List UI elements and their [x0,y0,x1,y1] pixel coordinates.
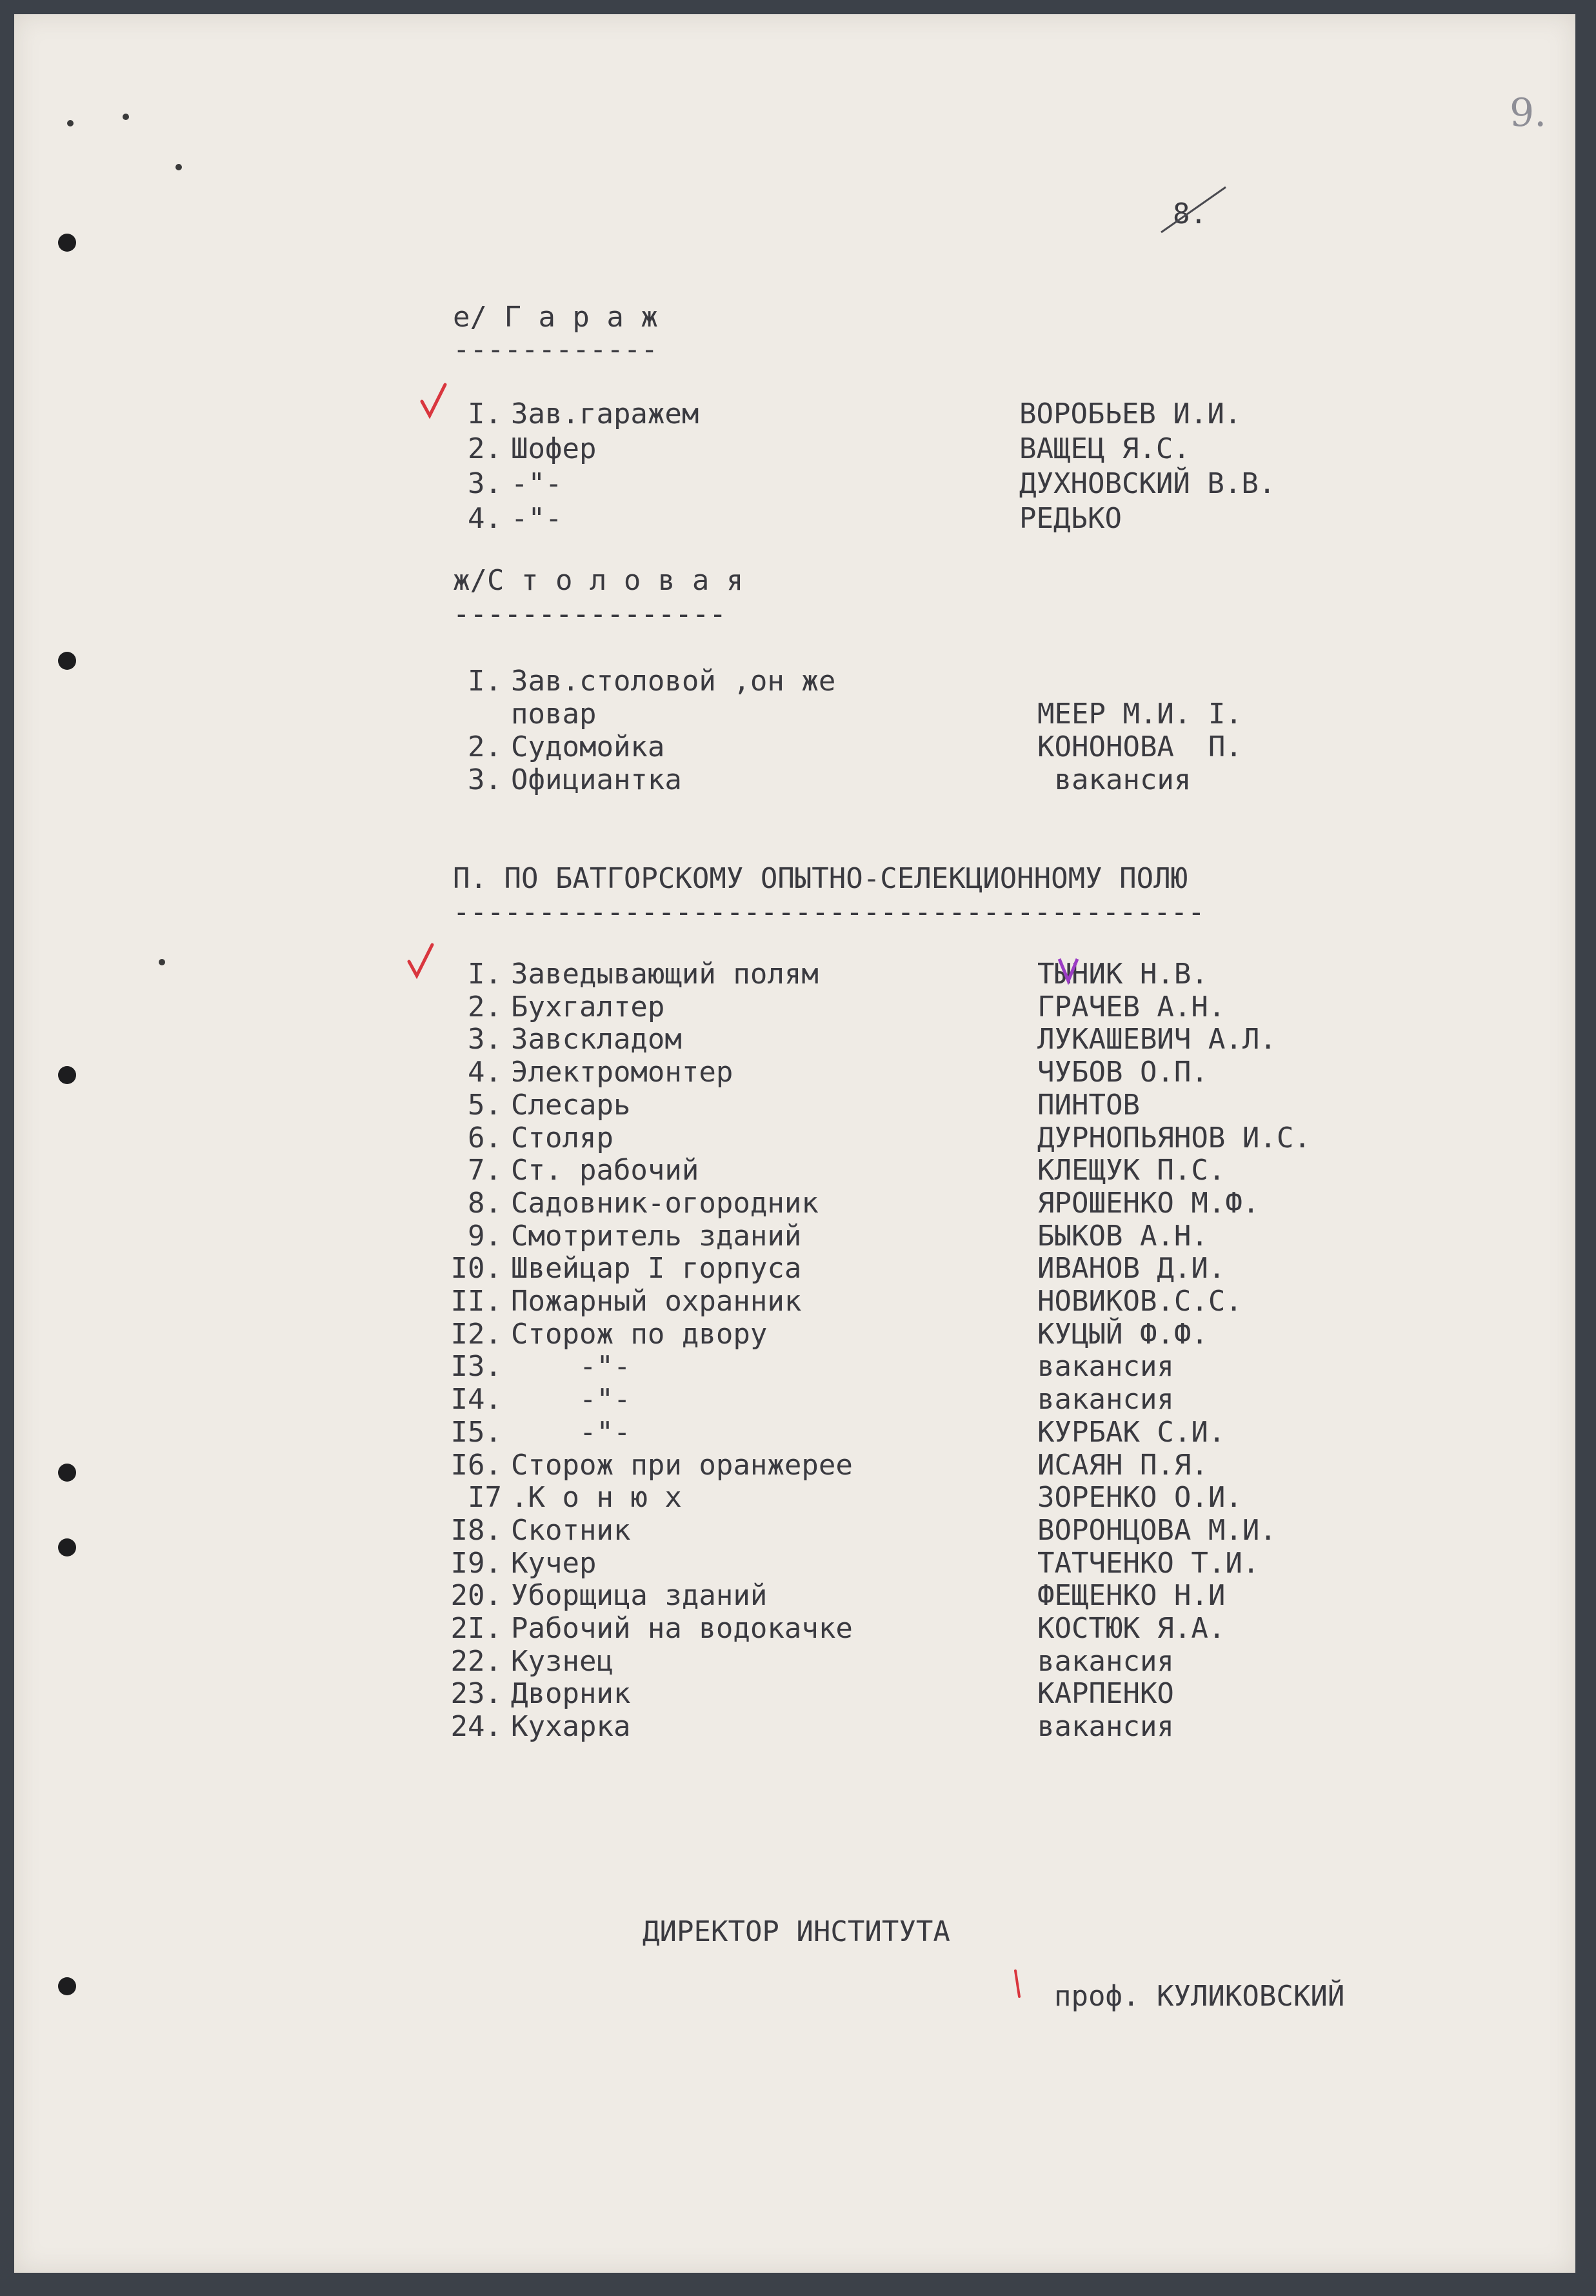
row-position: Слесарь [511,1088,631,1122]
row-name: ГРАЧЕВ А.Н. [1037,990,1226,1023]
row-position: Завскладом [511,1023,682,1056]
section-underline: ------------ [453,333,658,366]
row-position: Кучер [511,1546,597,1580]
pencil-page-number: 9. [1510,90,1547,136]
row-name: вакансия [1037,1710,1174,1744]
row-position: Швейцар I горпуса [511,1252,802,1285]
row-number: 8. [468,1186,502,1220]
row-position: Уборщица зданий [511,1579,768,1613]
row-name: ФЕЩЕНКО Н.И [1037,1579,1226,1613]
row-number: I4. [450,1383,502,1416]
red-check-icon [406,942,436,981]
row-position: Столяр [511,1121,613,1154]
row-number: 23. [450,1677,502,1711]
row-position: Сторож при оранжерее [511,1448,853,1482]
section-heading-field: П. ПО БАТГОРСКОМУ ОПЫТНО-СЕЛЕКЦИОННОМУ ПОЛЮ [453,862,1188,895]
ink-speck [159,959,165,965]
red-check-icon [419,382,449,421]
row-number: 20. [450,1579,502,1613]
row-position: Зав.гаражем [511,398,699,430]
row-position: Скотник [511,1513,631,1547]
row-number: 9. [468,1219,502,1253]
red-check-icon [1010,1968,1030,2000]
row-name: НОВИКОВ.С.С. [1037,1285,1242,1318]
ink-speck [123,114,129,120]
row-number: II. [450,1285,502,1318]
row-name: ВОРОБЬЕВ И.И. [1019,398,1242,430]
row-name: ЧУБОВ О.П. [1037,1056,1208,1089]
row-name: ИСАЯН П.Я. [1037,1448,1208,1482]
section-underline: ---------------- [453,598,726,630]
director-title: ДИРЕКТОР ИНСТИТУТА [643,1915,950,1948]
row-number: I2. [450,1317,502,1351]
row-position: Рабочий на водокачке [511,1612,853,1645]
row-position: Ст. рабочий [511,1154,699,1187]
section-heading-garage: е/ Г а р а ж [453,301,658,334]
row-number: I. [468,958,502,991]
row-name: КОСТЮК Я.А. [1037,1612,1226,1645]
section-underline: -------------------------------------------- [453,896,1205,929]
purple-correction-mark [1055,955,1081,987]
punch-hole [58,1066,76,1084]
row-number: 4. [468,1056,502,1089]
row-name: ЯРОШЕНКО М.Ф. [1037,1186,1260,1220]
row-position: Кузнец [511,1644,613,1678]
row-number: I3. [450,1350,502,1384]
punch-hole [58,1464,76,1482]
row-name: БЫКОВ А.Н. [1037,1219,1208,1253]
row-position: .К о н ю х [511,1481,682,1515]
row-name: ЛУКАШЕВИЧ А.Л. [1037,1023,1277,1056]
row-number: I. [468,398,502,430]
row-number: I0. [450,1252,502,1285]
row-name: ИВАНОВ Д.И. [1037,1252,1226,1285]
row-name: вакансия [1037,1383,1174,1416]
row-position: Дворник [511,1677,631,1711]
row-name: ДУХНОВСКИЙ В.В. [1019,467,1276,500]
punch-hole [58,234,76,252]
row-position: Зав.столовой ,он же [511,665,836,698]
punch-hole [58,1977,76,1995]
row-position: Смотритель зданий [511,1219,802,1253]
row-position: повар [511,698,597,730]
row-name: вакансия [1037,763,1192,796]
row-number: 5. [468,1088,502,1122]
row-position: -"- [511,1350,631,1384]
row-name: РЕДЬКО [1019,502,1122,535]
row-name: КОНОНОВА П. [1037,730,1242,763]
row-number: I6. [450,1448,502,1482]
row-name: ТАТЧЕНКО Т.И. [1037,1546,1260,1580]
row-number: 2. [468,730,502,763]
punch-hole [58,1538,76,1556]
row-name: КУРБАК С.И. [1037,1415,1226,1449]
ink-speck [67,120,74,126]
row-number: 2I. [450,1612,502,1645]
row-name: ТЫНИК Н.В. [1037,958,1208,991]
row-number: 22. [450,1644,502,1678]
row-position: Электромонтер [511,1056,733,1089]
row-position: Пожарный охранник [511,1285,802,1318]
row-position: Официантка [511,763,682,796]
row-position: Сторож по двору [511,1317,768,1351]
row-position: -"- [511,502,563,535]
section-heading-canteen: ж/С т о л о в а я [453,564,744,597]
row-number: 6. [468,1121,502,1154]
row-number: 3. [468,763,502,796]
row-number: 3. [468,467,502,500]
row-number: 2. [468,432,502,465]
row-position: -"- [511,467,563,500]
row-number: I7 [468,1481,502,1515]
row-number: 7. [468,1154,502,1187]
row-name: вакансия [1037,1350,1174,1384]
punch-hole [58,652,76,670]
row-number: I. [468,665,502,698]
row-number: 4. [468,502,502,535]
row-position: Садовник-огородник [511,1186,819,1220]
row-position: Судомойка [511,730,665,763]
row-name: ВАЩЕЦ Я.С. [1019,432,1190,465]
row-number: 24. [450,1710,502,1744]
row-name: КАРПЕНКО [1037,1677,1174,1711]
row-name: ЗОРЕНКО О.И. [1037,1481,1242,1515]
director-name: проф. КУЛИКОВСКИЙ [1054,1980,1345,2013]
row-name: ПИНТОВ [1037,1088,1140,1122]
row-position: Шофер [511,432,597,465]
row-name: ДУРНОПЬЯНОВ И.С. [1037,1121,1311,1154]
row-name: КУЦЫЙ Ф.Ф. [1037,1317,1208,1351]
row-name: КЛЕЩУК П.С. [1037,1154,1226,1187]
row-position: -"- [511,1383,631,1416]
row-number: I5. [450,1415,502,1449]
row-number: I8. [450,1513,502,1547]
page-number-strike [1155,181,1232,239]
row-number: I9. [450,1546,502,1580]
row-name: ВОРОНЦОВА М.И. [1037,1513,1277,1547]
row-number: 3. [468,1023,502,1056]
row-position: -"- [511,1415,631,1449]
ink-speck [175,164,182,170]
row-position: Бухгалтер [511,990,665,1023]
row-position: Кухарка [511,1710,631,1744]
typed-page-number: 8. [1173,197,1207,230]
row-name: вакансия [1037,1644,1174,1678]
row-number: 2. [468,990,502,1023]
row-position: Заведывающий полям [511,958,819,991]
row-name: МЕЕР М.И. I. [1037,698,1242,730]
